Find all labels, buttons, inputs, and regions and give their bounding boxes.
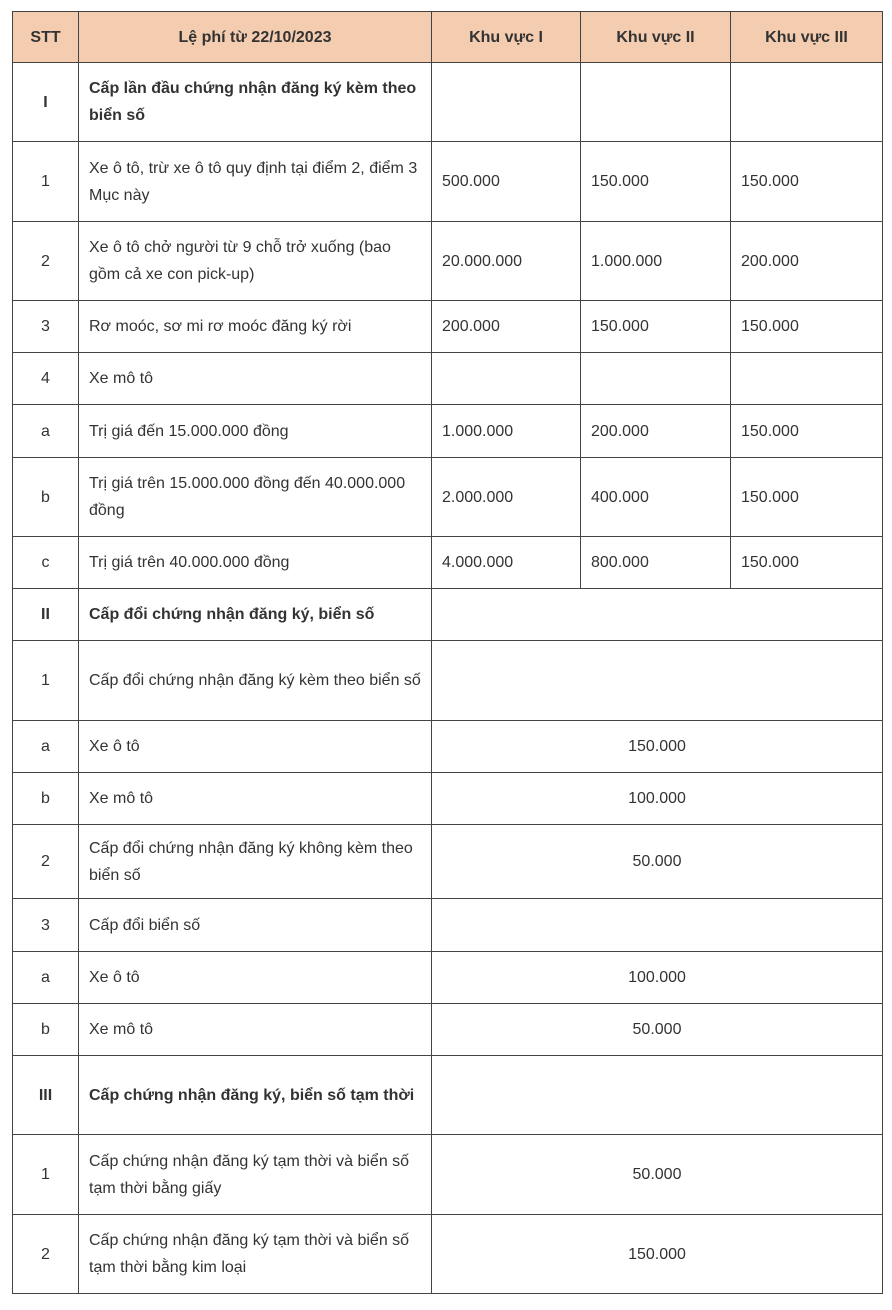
table-row bbox=[13, 1004, 883, 1056]
table-row bbox=[13, 1135, 883, 1215]
header-region-1: Khu vực I bbox=[432, 12, 581, 63]
all-regions-fee: 50.000 bbox=[432, 825, 883, 899]
row-label: Trị giá trên 15.000.000 đồng đến 40.000.000 đồng bbox=[79, 458, 432, 537]
table-row bbox=[13, 458, 883, 537]
row-stt: 1 bbox=[13, 641, 79, 721]
row-stt: a bbox=[13, 721, 79, 773]
region-1-fee bbox=[432, 63, 581, 142]
row-label: Cấp lần đầu chứng nhận đăng ký kèm theo biển số bbox=[79, 63, 432, 142]
table-row bbox=[13, 825, 883, 899]
row-label: Cấp chứng nhận đăng ký, biển số tạm thời bbox=[79, 1056, 432, 1135]
row-stt: 4 bbox=[13, 353, 79, 405]
all-regions-fee: 150.000 bbox=[432, 721, 883, 773]
row-stt: III bbox=[13, 1056, 79, 1135]
all-regions-fee bbox=[432, 1056, 883, 1135]
region-3-fee: 200.000 bbox=[731, 222, 883, 301]
row-label: Rơ moóc, sơ mi rơ moóc đăng ký rời bbox=[79, 301, 432, 353]
region-1-fee bbox=[432, 353, 581, 405]
row-stt: c bbox=[13, 537, 79, 589]
row-stt: 2 bbox=[13, 222, 79, 301]
region-3-fee: 150.000 bbox=[731, 142, 883, 222]
region-2-fee: 150.000 bbox=[581, 142, 731, 222]
row-stt: I bbox=[13, 63, 79, 142]
section-row bbox=[13, 63, 883, 142]
row-stt: 3 bbox=[13, 301, 79, 353]
row-stt: 2 bbox=[13, 1215, 79, 1294]
region-2-fee: 800.000 bbox=[581, 537, 731, 589]
table-row bbox=[13, 1215, 883, 1294]
region-1-fee: 200.000 bbox=[432, 301, 581, 353]
table-row bbox=[13, 301, 883, 353]
all-regions-fee: 100.000 bbox=[432, 773, 883, 825]
section-row bbox=[13, 1056, 883, 1135]
row-label: Cấp đổi chứng nhận đăng ký không kèm theo biển số bbox=[79, 825, 432, 899]
all-regions-fee bbox=[432, 899, 883, 952]
row-label: Xe mô tô bbox=[79, 1004, 432, 1056]
table-row bbox=[13, 721, 883, 773]
region-1-fee: 2.000.000 bbox=[432, 458, 581, 537]
row-label: Cấp chứng nhận đăng ký tạm thời và biển số tạm thời bằng kim loại bbox=[79, 1215, 432, 1294]
all-regions-fee: 150.000 bbox=[432, 1215, 883, 1294]
region-1-fee: 500.000 bbox=[432, 142, 581, 222]
table-row bbox=[13, 353, 883, 405]
region-3-fee: 150.000 bbox=[731, 405, 883, 458]
region-2-fee bbox=[581, 63, 731, 142]
table-row bbox=[13, 537, 883, 589]
region-1-fee: 1.000.000 bbox=[432, 405, 581, 458]
row-stt: 1 bbox=[13, 142, 79, 222]
all-regions-fee: 50.000 bbox=[432, 1004, 883, 1056]
region-3-fee: 150.000 bbox=[731, 537, 883, 589]
header-region-3: Khu vực III bbox=[731, 12, 883, 63]
row-label: Xe mô tô bbox=[79, 353, 432, 405]
region-2-fee: 1.000.000 bbox=[581, 222, 731, 301]
table-row bbox=[13, 899, 883, 952]
table-row bbox=[13, 405, 883, 458]
header-stt: STT bbox=[13, 12, 79, 63]
all-regions-fee bbox=[432, 641, 883, 721]
row-stt: a bbox=[13, 952, 79, 1004]
section-row bbox=[13, 589, 883, 641]
row-label: Xe mô tô bbox=[79, 773, 432, 825]
row-label: Cấp chứng nhận đăng ký tạm thời và biển số tạm thời bằng giấy bbox=[79, 1135, 432, 1215]
row-stt: b bbox=[13, 1004, 79, 1056]
header-row bbox=[13, 12, 883, 63]
row-label: Trị giá đến 15.000.000 đồng bbox=[79, 405, 432, 458]
region-2-fee bbox=[581, 353, 731, 405]
table-row bbox=[13, 222, 883, 301]
region-3-fee bbox=[731, 353, 883, 405]
region-3-fee: 150.000 bbox=[731, 301, 883, 353]
table-row bbox=[13, 952, 883, 1004]
row-label: Xe ô tô bbox=[79, 952, 432, 1004]
region-3-fee: 150.000 bbox=[731, 458, 883, 537]
region-3-fee bbox=[731, 63, 883, 142]
header-fee: Lệ phí từ 22/10/2023 bbox=[79, 12, 432, 63]
row-stt: b bbox=[13, 458, 79, 537]
table-row bbox=[13, 641, 883, 721]
region-2-fee: 400.000 bbox=[581, 458, 731, 537]
table-row bbox=[13, 142, 883, 222]
row-label: Cấp đổi chứng nhận đăng ký kèm theo biển số bbox=[79, 641, 432, 721]
region-1-fee: 4.000.000 bbox=[432, 537, 581, 589]
row-label: Cấp đổi chứng nhận đăng ký, biển số bbox=[79, 589, 432, 641]
row-stt: II bbox=[13, 589, 79, 641]
row-label: Xe ô tô, trừ xe ô tô quy định tại điểm 2, điểm 3 Mục này bbox=[79, 142, 432, 222]
region-2-fee: 150.000 bbox=[581, 301, 731, 353]
region-1-fee: 20.000.000 bbox=[432, 222, 581, 301]
table-row bbox=[13, 773, 883, 825]
row-label: Xe ô tô chở người từ 9 chỗ trở xuống (bao gồm cả xe con pick-up) bbox=[79, 222, 432, 301]
row-stt: a bbox=[13, 405, 79, 458]
all-regions-fee: 100.000 bbox=[432, 952, 883, 1004]
row-stt: 3 bbox=[13, 899, 79, 952]
row-label: Xe ô tô bbox=[79, 721, 432, 773]
row-stt: 2 bbox=[13, 825, 79, 899]
all-regions-fee bbox=[432, 589, 883, 641]
all-regions-fee: 50.000 bbox=[432, 1135, 883, 1215]
region-2-fee: 200.000 bbox=[581, 405, 731, 458]
row-stt: 1 bbox=[13, 1135, 79, 1215]
row-label: Cấp đổi biển số bbox=[79, 899, 432, 952]
row-stt: b bbox=[13, 773, 79, 825]
header-region-2: Khu vực II bbox=[581, 12, 731, 63]
fee-table bbox=[12, 11, 883, 1294]
row-label: Trị giá trên 40.000.000 đồng bbox=[79, 537, 432, 589]
